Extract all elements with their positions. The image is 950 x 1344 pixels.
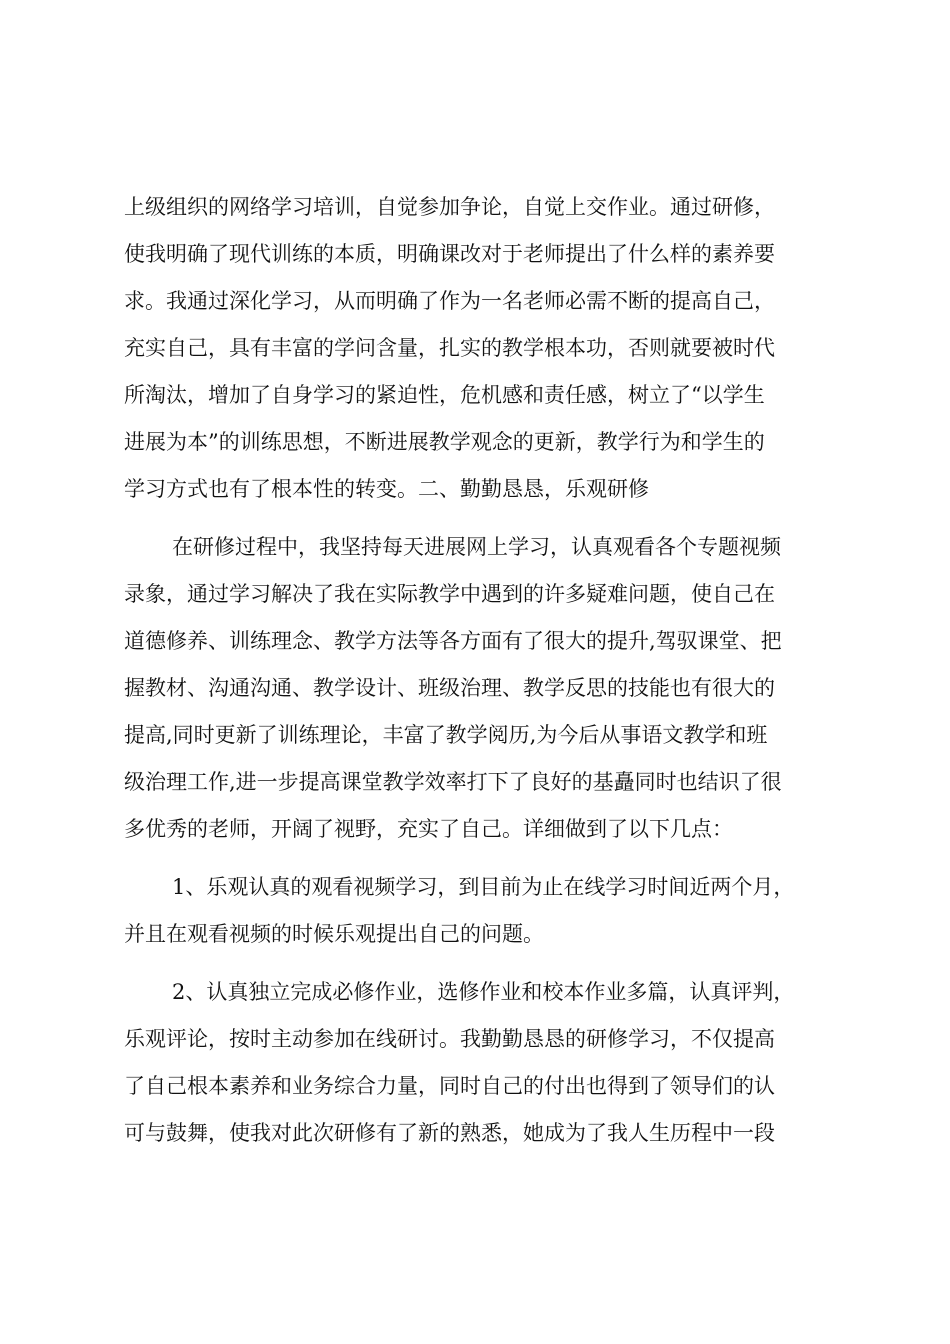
text-line: 进展为本”的训练思想，不断进展教学观念的更新，教学行为和学生的 <box>124 430 765 454</box>
text-line: 求。我通过深化学习，从而明确了作为一名老师必需不断的提高自己， <box>124 289 775 313</box>
list-item-1: 1、乐观认真的观看视频学习，到目前为止在线学习时间近两个月， <box>172 875 795 899</box>
text-line: 并且在观看视频的时候乐观提出自己的问题。 <box>124 922 544 946</box>
text-line: 录象，通过学习解决了我在实际教学中遇到的许多疑难问题，使自己在 <box>124 582 775 606</box>
text-line: 握教材、沟通沟通、教学设计、班级治理、教学反思的技能也有很大的 <box>124 676 775 700</box>
text-line: 了自己根本素养和业务综合力量，同时自己的付出也得到了领导们的认 <box>124 1074 775 1098</box>
text-line: 级治理工作,进一步提高课堂教学效率打下了良好的基矗同时也结识了很 <box>124 770 782 794</box>
text-line: 学习方式也有了根本性的转变。二、勤勤恳恳，乐观研修 <box>124 477 649 501</box>
text-line: 所淘汰，增加了自身学习的紧迫性，危机感和责任感，树立了“以学生 <box>124 383 765 407</box>
text-line: 提高,同时更新了训练理论，丰富了教学阅历,为今后从事语文教学和班 <box>124 723 768 747</box>
paragraph-first-line: 在研修过程中，我坚持每天进展网上学习，认真观看各个专题视频 <box>172 535 781 559</box>
text-line: 道德修养、训练理念、教学方法等各方面有了很大的提升,驾驭课堂、把 <box>124 629 782 653</box>
text-line: 多优秀的老师，开阔了视野，充实了自己。详细做到了以下几点： <box>124 817 733 841</box>
text-line: 充实自己，具有丰富的学问含量，扎实的教学根本功，否则就要被时代 <box>124 336 775 360</box>
text-line: 乐观评论，按时主动参加在线研讨。我勤勤恳恳的研修学习，不仅提高 <box>124 1027 775 1051</box>
text-line: 使我明确了现代训练的本质，明确课改对于老师提出了什么样的素养要 <box>124 242 775 266</box>
text-line: 可与鼓舞，使我对此次研修有了新的熟悉，她成为了我人生历程中一段 <box>124 1121 775 1145</box>
text-line: 上级组织的网络学习培训，自觉参加争论，自觉上交作业。通过研修， <box>124 195 775 219</box>
list-item-2: 2、认真独立完成必修作业，选修作业和校本作业多篇，认真评判， <box>172 980 795 1004</box>
